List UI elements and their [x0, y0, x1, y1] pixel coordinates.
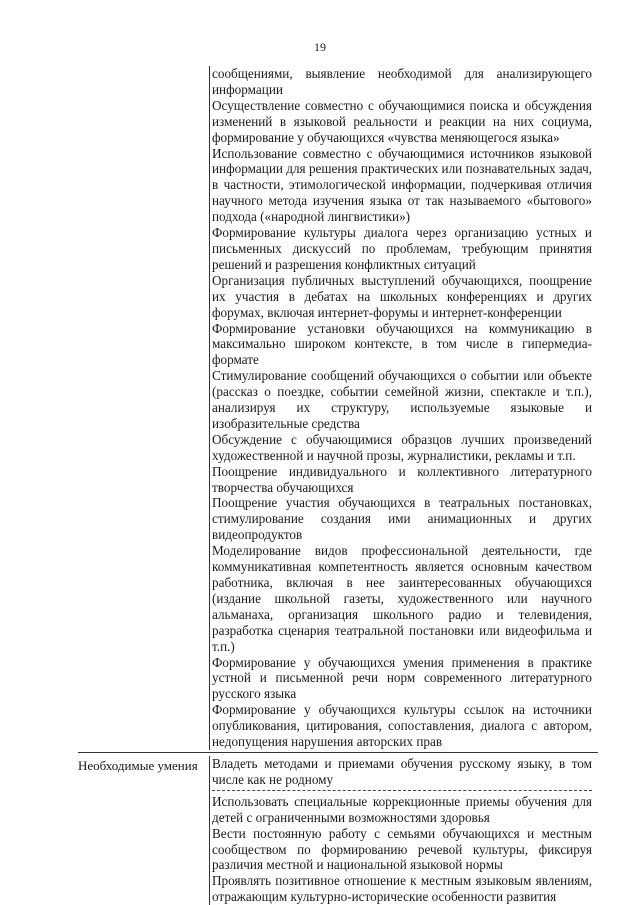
row-divider [78, 752, 598, 753]
activities-row [78, 66, 598, 750]
paragraph: Поощрение участия обучающихся в театральных постановках, стимулирование создания ими анимационных и других видеопродуктов [212, 495, 592, 543]
paragraph: Формирование у обучающихся культуры ссылок на источники опубликования, цитирования, сопоставления, диалога с автором, недопущения нарушения авторских прав [212, 702, 592, 750]
paragraph: сообщениями, выявление необходимой для анализирующего информации [212, 66, 592, 97]
activities-label-cell [78, 66, 206, 750]
paragraph: Вести постоянную работу с семьями обучающихся и местным сообществом по формированию речевой культуры, фиксируя различия местной и национальной языковой нормы [212, 825, 592, 873]
skills-row [78, 756, 598, 905]
paragraph-divider [212, 790, 592, 791]
paragraph: Использование совместно с обучающимися источников языковой информации для решения практических или познавательных задач, в частности, этимологической информации, подчеркивая отличия научного метода изучения языка от так называемого «бытового» подхода («народной лингвистики») [212, 145, 592, 225]
paragraph: Поощрение индивидуального и коллективного литературного творчества обучающихся [212, 463, 592, 495]
paragraph: Проявлять позитивное отношение к местным языковым явлениям, отражающим культурно-исторические особенности развития [212, 873, 592, 905]
column-divider [209, 756, 210, 905]
paragraph: Использовать специальные коррекционные приемы обучения для детей с ограниченными возможностями здоровья [212, 793, 592, 825]
paragraph: Формирование культуры диалога через организацию устных и письменных дискуссий по проблемам, требующим принятия решений и разрешения конфликтных ситуаций [212, 225, 592, 272]
activities-content-cell [212, 66, 592, 750]
paragraph: Обсуждение с обучающимися образцов лучших произведений художественной и научной прозы, журналистики, рекламы и т.п. [212, 431, 592, 463]
paragraph: Владеть методами и приемами обучения русскому языку, в том числе как не родному [212, 755, 592, 787]
skills-label: Необходимые умения [78, 757, 198, 773]
skills-content-cell [212, 756, 592, 905]
paragraph: Формирование у обучающихся умения применения в практике устной и письменной речи норм современного литературного русского языка [212, 654, 592, 702]
page-number: 19 [314, 40, 326, 54]
paragraph: Организация публичных выступлений обучающихся, поощрение их участия в дебатах на школьных конференциях и других форумах, включая интернет-форумы и интернет-конференции [212, 272, 592, 320]
paragraph: Формирование установки обучающихся на коммуникацию в максимально широком контексте, в том числе в гипермедиа-формате [212, 320, 592, 368]
document-table [78, 66, 598, 905]
paragraph: Моделирование видов профессиональной деятельности, где коммуникативная компетентность является основным качеством работника, включая в нее заинтересованных обучающихся (издание школьной газеты, художественного или научного альманаха, организация школьного радио и телевидения, разработка сценария театральной постановки или видеофильма и т.п.) [212, 543, 592, 654]
column-divider [209, 66, 210, 750]
paragraph: Стимулирование сообщений обучающихся о событии или объекте (рассказ о поездке, событии семейной жизни, спектакле и т.п.), анализируя их структуру, используемые языковые и изобразительные средства [212, 368, 592, 431]
paragraph: Осуществление совместно с обучающимися поиска и обсуждения изменений в языковой реальности и реакции на них социума, формирование у обучающихся «чувства меняющегося языка» [212, 97, 592, 145]
